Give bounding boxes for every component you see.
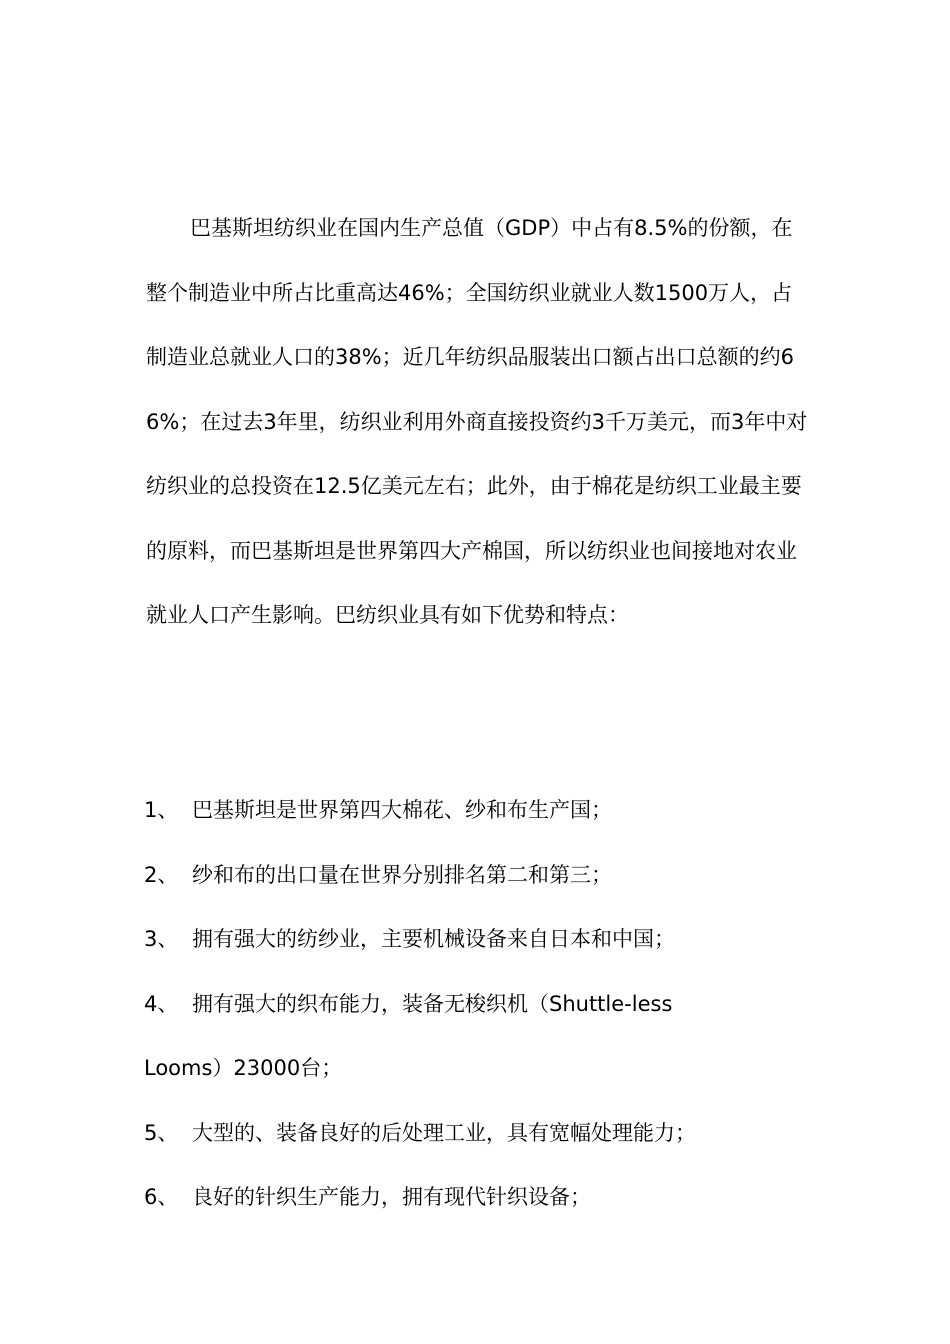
list-text: 良好的针织生产能力，拥有现代针织设备； — [192, 1185, 591, 1209]
list-text-continuation: Looms）23000台； — [144, 1056, 343, 1080]
list-item — [144, 778, 824, 843]
list-number: 1、 — [144, 798, 179, 822]
list-item — [144, 1101, 824, 1166]
list-item — [144, 843, 824, 908]
list-text: 巴基斯坦是世界第四大棉花、纱和布生产国； — [192, 798, 612, 822]
list-number: 4、 — [144, 991, 179, 1016]
list-number: 6、 — [144, 1185, 179, 1209]
list-number: 3、 — [144, 927, 179, 951]
list-text: 拥有强大的织布能力，装备无梭织机（Shuttle-less — [192, 991, 673, 1016]
list-item — [144, 972, 824, 1101]
list-text: 拥有强大的纺纱业，主要机械设备来自日本和中国； — [192, 927, 675, 951]
list-text: 大型的、装备良好的后处理工业，具有宽幅处理能力； — [192, 1120, 696, 1145]
list-number: 2、 — [144, 862, 179, 887]
list-item — [144, 1165, 824, 1230]
list-number: 5、 — [144, 1120, 179, 1145]
intro-paragraph: 巴基斯坦纺织业在国内生产总值（GDP）中占有8.5%的份额，在整个制造业中所占比重高达46%；全国纺织业就业人数1500万人，占制造业总就业人口的38%；近几年纺织品服装出口额占出口总额的约66%；在过去3年里，纺织业利用外商直接投资约3千万美元，而3年中对纺织业的总投资在12.5亿美元左右；此外，由于棉花是纺织工业最主要的原料，而巴基斯坦是世界第四大产棉国，所以纺织业也间接地对农业就业人口产生影响。巴纺织业具有如下优势和特点： — [146, 216, 808, 627]
list-text: 纱和布的出口量在世界分别排名第二和第三； — [192, 862, 612, 887]
advantages-list — [144, 778, 824, 1230]
list-item — [144, 907, 824, 972]
